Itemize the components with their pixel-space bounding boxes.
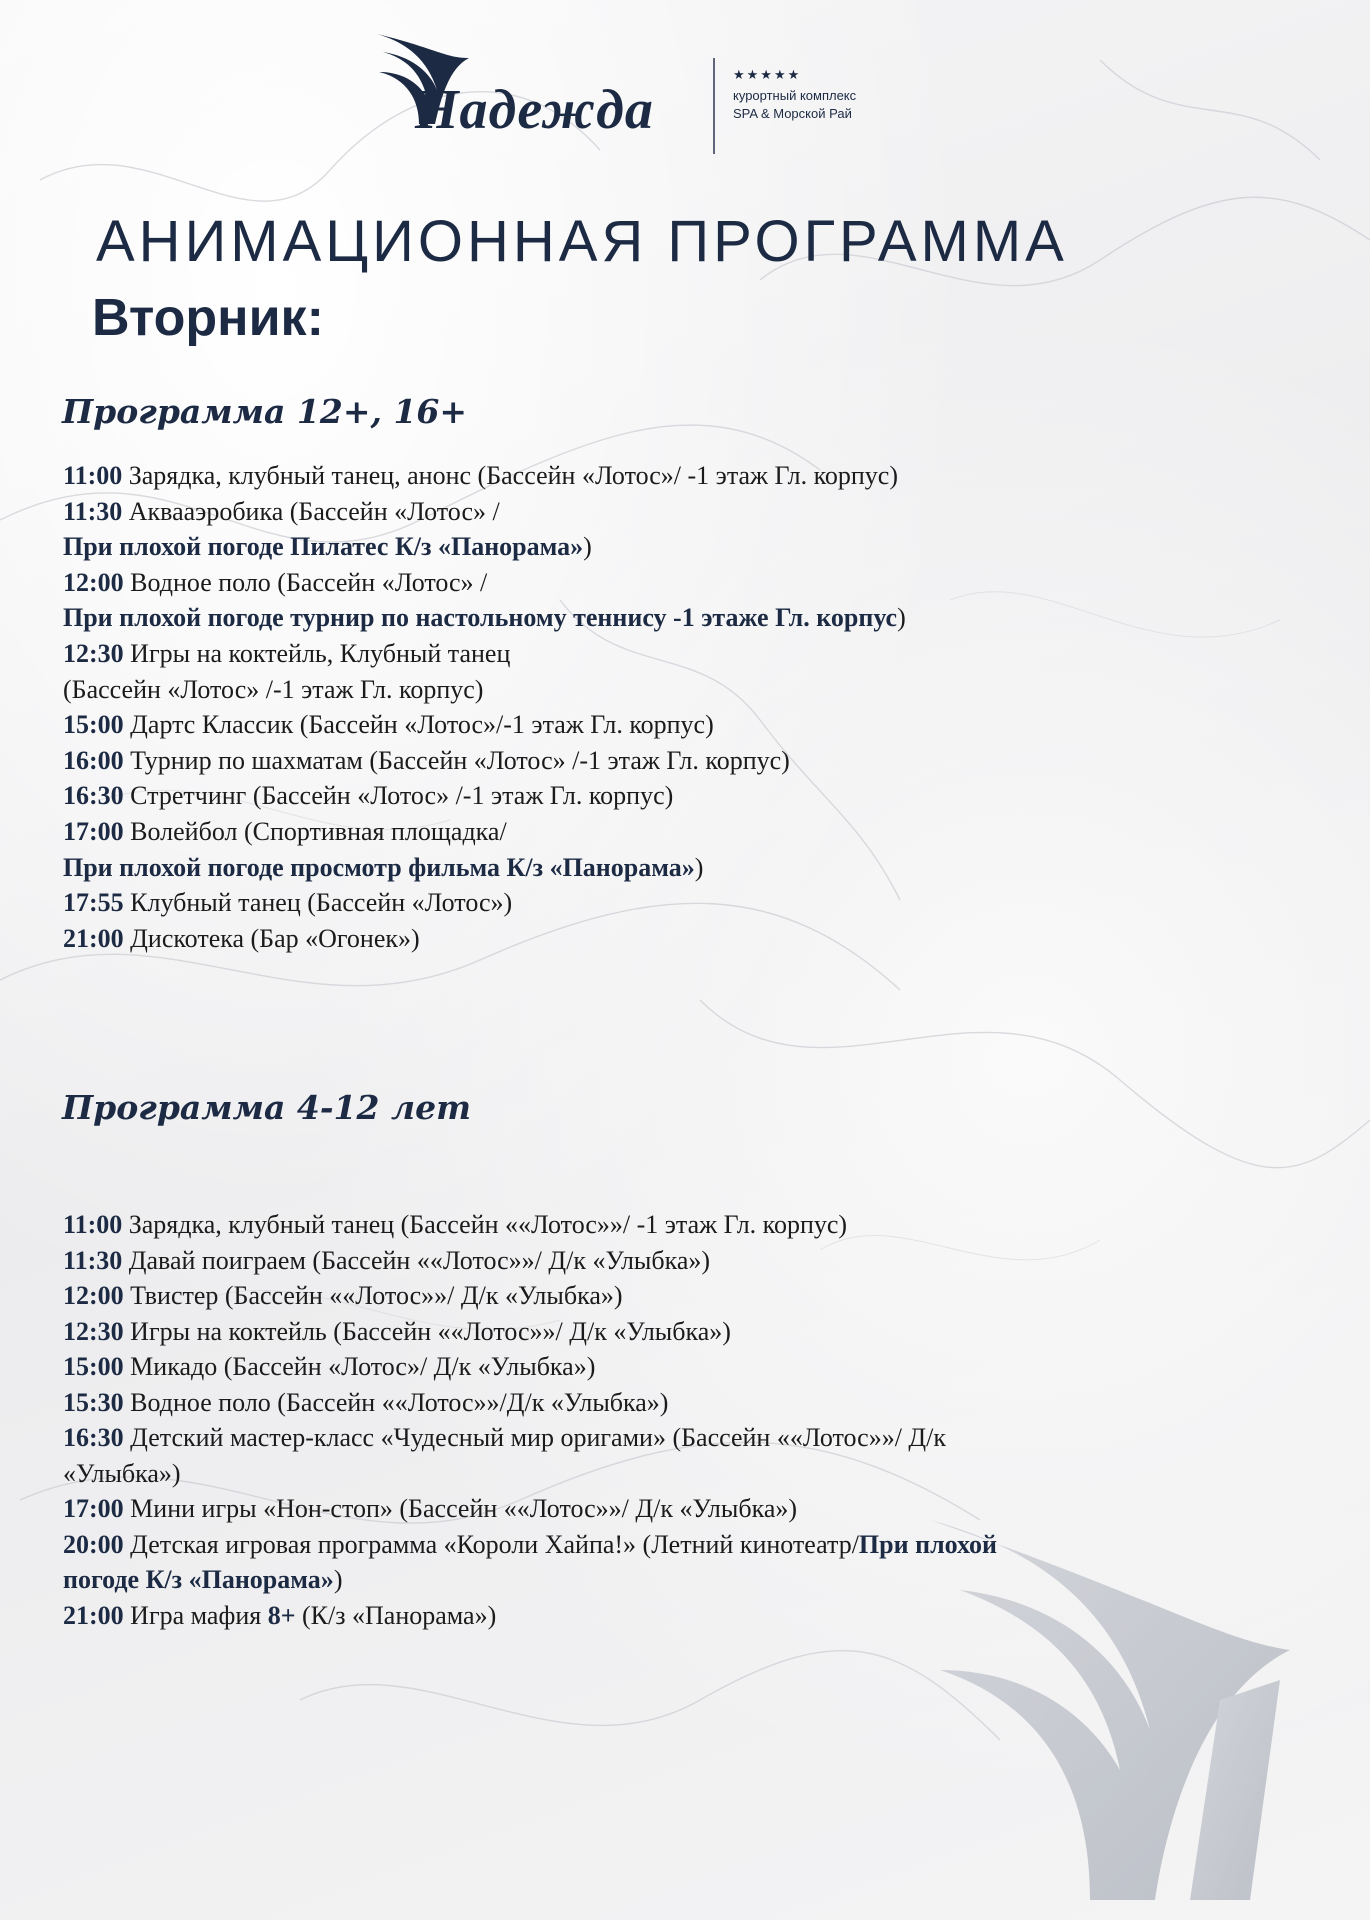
- schedule-time: 12:00: [63, 1281, 124, 1310]
- schedule-text: Дискотека (Бар «Огонек»): [123, 923, 420, 953]
- schedule-text: Клубный танец (Бассейн «Лотос»): [123, 888, 513, 918]
- schedule-line: [63, 600, 1303, 636]
- schedule-time: 15:30: [63, 1387, 124, 1417]
- schedule-time: 12:30: [63, 1316, 124, 1346]
- schedule-text: При плохой: [858, 1529, 997, 1559]
- schedule-text: (Бассейн «Лотос» /-1 этаж Гл. корпус): [63, 674, 484, 704]
- schedule-line: [63, 743, 1303, 779]
- schedule-text: При плохой погоде просмотр фильма К/з «Панорама»: [63, 852, 695, 882]
- schedule-text: Игры на коктейль (Бассейн ««Лотос»»/ Д/к «Улыбка»): [123, 1316, 731, 1346]
- logo-subtitle-line2: SPA & Морской Рай: [733, 106, 852, 121]
- schedule-line: [63, 1385, 1303, 1421]
- schedule-time: 16:30: [63, 781, 124, 811]
- schedule-text: Детская игровая программа «Короли Хайпа!» (Летний кинотеатр/: [123, 1529, 859, 1559]
- schedule-text: 8+: [267, 1600, 296, 1630]
- schedule-text: Водное поло (Бассейн «Лотос» /: [123, 567, 488, 597]
- schedule-line: [63, 885, 1303, 921]
- schedule-list-teens: [63, 458, 1303, 956]
- logo-stars: ★★★★★: [733, 68, 802, 83]
- schedule-text: Игра мафия: [123, 1600, 268, 1630]
- schedule-time: 21:00: [63, 923, 124, 953]
- schedule-time: 20:00: [63, 1529, 124, 1559]
- schedule-time: 21:00: [63, 1600, 124, 1630]
- schedule-text: погоде К/з «Панорама»: [63, 1565, 334, 1594]
- section-title-teens: Программа 12+, 16+: [62, 392, 468, 431]
- schedule-line: [63, 1314, 1303, 1350]
- schedule-line: [63, 850, 1303, 886]
- schedule-line: [63, 707, 1303, 743]
- schedule-text: Мини игры «Нон-стоп» (Бассейн ««Лотос»»/ Д/к «Улыбка»): [123, 1494, 798, 1523]
- schedule-time: 12:30: [63, 638, 124, 668]
- schedule-text: Стретчинг (Бассейн «Лотос» /-1 этаж Гл. корпус): [123, 781, 674, 811]
- schedule-line: [63, 1420, 1303, 1456]
- schedule-line: [63, 1207, 1303, 1243]
- schedule-time: 17:00: [63, 816, 124, 846]
- schedule-time: 11:30: [63, 496, 123, 526]
- schedule-text: Зарядка, клубный танец, анонс (Бассейн «Лотос»/ -1 этаж Гл. корпус): [122, 461, 898, 490]
- page-title: АНИМАЦИОННАЯ ПРОГРАММА: [96, 209, 1068, 274]
- schedule-text: ): [897, 603, 906, 633]
- schedule-line: [63, 565, 1303, 601]
- schedule-text: Игры на коктейль, Клубный танец: [123, 638, 511, 668]
- schedule-line: [63, 458, 1303, 494]
- logo-subtitle-line1: курортный комплекс: [733, 88, 857, 103]
- schedule-time: 17:00: [63, 1494, 124, 1523]
- schedule-text: Зарядка, клубный танец (Бассейн ««Лотос»»/ -1 этаж Гл. корпус): [122, 1210, 848, 1239]
- schedule-text: «Улыбка»): [63, 1458, 181, 1488]
- schedule-time: 17:55: [63, 888, 124, 918]
- schedule-time: 15:00: [63, 1352, 124, 1381]
- schedule-line: [63, 1456, 1303, 1492]
- schedule-line: [63, 529, 1303, 565]
- schedule-text: Аквааэробика (Бассейн «Лотос» /: [122, 496, 500, 526]
- schedule-time: 11:30: [63, 1245, 123, 1275]
- schedule-text: Турнир по шахматам (Бассейн «Лотос» /-1 этаж Гл. корпус): [123, 745, 790, 775]
- schedule-text: При плохой погоде Пилатес К/з «Панорама»: [63, 532, 584, 562]
- watermark-logo-icon: [920, 1500, 1340, 1920]
- schedule-time: 12:00: [63, 567, 124, 597]
- schedule-text: Давай поиграем (Бассейн ««Лотос»»/ Д/к «Улыбка»): [122, 1245, 711, 1275]
- schedule-line: [63, 1349, 1303, 1385]
- logo-wordmark: Надежда: [415, 79, 654, 141]
- schedule-text: Дартс Классик (Бассейн «Лотос»/-1 этаж Гл. корпус): [123, 710, 714, 740]
- schedule-time: 16:30: [63, 1423, 124, 1452]
- schedule-text: Детский мастер-класс «Чудесный мир оригами» (Бассейн ««Лотос»»/ Д/к: [123, 1423, 947, 1452]
- schedule-time: 11:00: [63, 461, 123, 490]
- schedule-line: [63, 636, 1303, 672]
- schedule-time: 11:00: [63, 1210, 123, 1239]
- schedule-text: ): [694, 852, 704, 882]
- schedule-text: Волейбол (Спортивная площадка/: [123, 816, 507, 846]
- schedule-line: [63, 921, 1303, 957]
- logo: [375, 28, 915, 141]
- schedule-line: [63, 778, 1303, 814]
- schedule-line: [63, 1278, 1303, 1314]
- day-heading: Вторник:: [92, 289, 324, 347]
- schedule-line: [63, 672, 1303, 708]
- section-title-kids: Программа 4-12 лет: [62, 1088, 472, 1127]
- schedule-text: ): [333, 1565, 343, 1594]
- schedule-line: [63, 494, 1303, 530]
- schedule-text: Твистер (Бассейн ««Лотос»»/ Д/к «Улыбка»): [123, 1281, 623, 1310]
- schedule-time: 16:00: [63, 745, 124, 775]
- schedule-text: Водное поло (Бассейн ««Лотос»»/Д/к «Улыбка»): [123, 1387, 669, 1417]
- schedule-text: ): [583, 532, 592, 562]
- schedule-text: Микадо (Бассейн «Лотос»/ Д/к «Улыбка»): [123, 1352, 596, 1381]
- schedule-time: 15:00: [63, 710, 124, 740]
- logo-divider: [713, 58, 715, 154]
- schedule-text: При плохой погоде турнир по настольному теннису -1 этаже Гл. корпус: [63, 603, 898, 633]
- schedule-text: (К/з «Панорама»): [295, 1600, 497, 1630]
- schedule-line: [63, 814, 1303, 850]
- schedule-line: [63, 1243, 1303, 1279]
